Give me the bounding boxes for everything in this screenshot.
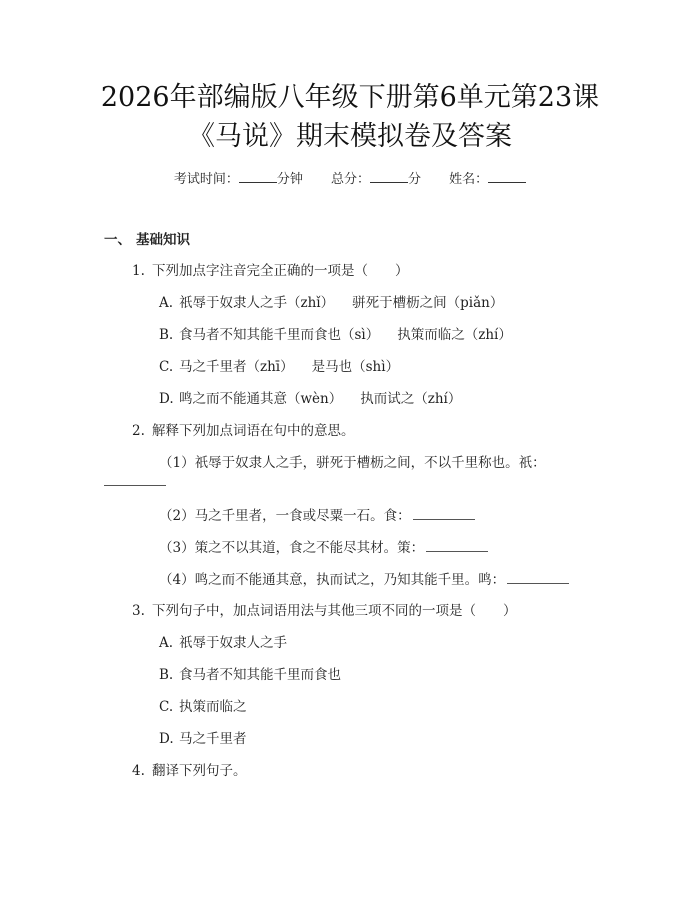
option-letter: B.	[159, 667, 174, 683]
student-name-label: 姓名：	[449, 172, 489, 187]
q2-item-2	[159, 506, 475, 525]
option-text: 马之千里者	[179, 731, 247, 747]
option-text-2: 是马也（shì）	[311, 359, 400, 375]
question-number: 4.	[132, 763, 145, 779]
question-number: 1.	[132, 263, 145, 279]
q2-item-2-text: （2）马之千里者，一食或尽粟一石。食：	[159, 508, 411, 524]
exam-time-blank[interactable]	[239, 170, 277, 183]
total-score-blank[interactable]	[370, 170, 408, 183]
question-text: 翻译下列句子。	[152, 763, 247, 779]
total-score	[331, 168, 421, 187]
q2-item-1-text: （1）祇辱于奴隶人之手，骈死于槽枥之间，不以千里称也。祇：	[159, 455, 546, 471]
q2-item-2-blank[interactable]	[413, 506, 475, 520]
section-number: 一、	[104, 232, 131, 248]
section-title: 基础知识	[136, 232, 190, 248]
option-letter: C.	[159, 699, 174, 715]
question-number: 3.	[132, 603, 145, 619]
question-2	[132, 422, 355, 440]
question-text: 下列句子中，加点词语用法与其他三项不同的一项是（ ）	[152, 603, 517, 619]
question-text: 解释下列加点词语在句中的意思。	[152, 423, 355, 439]
total-score-unit: 分	[408, 172, 422, 187]
q1-option-a[interactable]	[159, 294, 503, 312]
exam-meta	[0, 168, 700, 187]
option-letter: C.	[159, 359, 174, 375]
exam-time-unit: 分钟	[276, 172, 303, 187]
option-letter: A.	[159, 635, 174, 651]
option-text-1: 马之千里者（zhī）	[179, 359, 294, 375]
option-text-2: 执而试之（zhí）	[360, 391, 462, 407]
q3-option-c[interactable]	[159, 698, 247, 716]
q3-option-a[interactable]	[159, 634, 287, 652]
q2-item-3	[159, 538, 488, 557]
option-text-2: 执策而临之（zhí）	[397, 327, 512, 343]
option-text: 食马者不知其能千里而食也	[179, 667, 341, 683]
q2-item-4-blank[interactable]	[507, 570, 569, 584]
option-letter: B.	[159, 327, 174, 343]
q3-option-d[interactable]	[159, 730, 247, 748]
q2-item-1	[159, 454, 546, 472]
option-text-1: 鸣之而不能通其意（wèn）	[179, 391, 343, 407]
q2-item-3-blank[interactable]	[426, 538, 488, 552]
exam-time-label: 考试时间：	[173, 172, 239, 187]
option-text: 祇辱于奴隶人之手	[179, 635, 287, 651]
option-text: 执策而临之	[179, 699, 247, 715]
q3-option-b[interactable]	[159, 666, 341, 684]
option-letter: D.	[159, 391, 174, 407]
question-3	[132, 602, 517, 620]
q2-item-1-blank[interactable]	[104, 485, 166, 486]
q2-item-3-text: （3）策之不以其道，食之不能尽其材。策：	[159, 540, 425, 556]
option-text-1: 祇辱于奴隶人之手（zhǐ）	[179, 295, 335, 311]
q2-item-4	[159, 570, 569, 589]
q1-option-c[interactable]	[159, 358, 399, 376]
option-text-1: 食马者不知其能千里而食也（sì）	[179, 327, 380, 343]
student-name	[449, 168, 526, 187]
question-4	[132, 762, 247, 780]
q1-option-b[interactable]	[159, 326, 512, 344]
question-number: 2.	[132, 423, 145, 439]
q1-option-d[interactable]	[159, 390, 461, 408]
title-line-2: 《马说》期末模拟卷及答案	[188, 121, 512, 152]
option-letter: A.	[159, 295, 174, 311]
option-text-2: 骈死于槽枥之间（piǎn）	[352, 295, 504, 311]
title-line-1: 2026年部编版八年级下册第6单元第23课	[100, 82, 600, 113]
total-score-label: 总分：	[330, 172, 370, 187]
section-heading	[104, 231, 190, 249]
option-letter: D.	[159, 731, 174, 747]
student-name-blank[interactable]	[488, 170, 526, 183]
question-text: 下列加点字注音完全正确的一项是（ ）	[152, 263, 409, 279]
exam-time	[174, 168, 303, 187]
q2-item-4-text: （4）鸣之而不能通其意，执而试之，乃知其能千里。鸣：	[159, 572, 506, 588]
question-1	[132, 262, 409, 280]
